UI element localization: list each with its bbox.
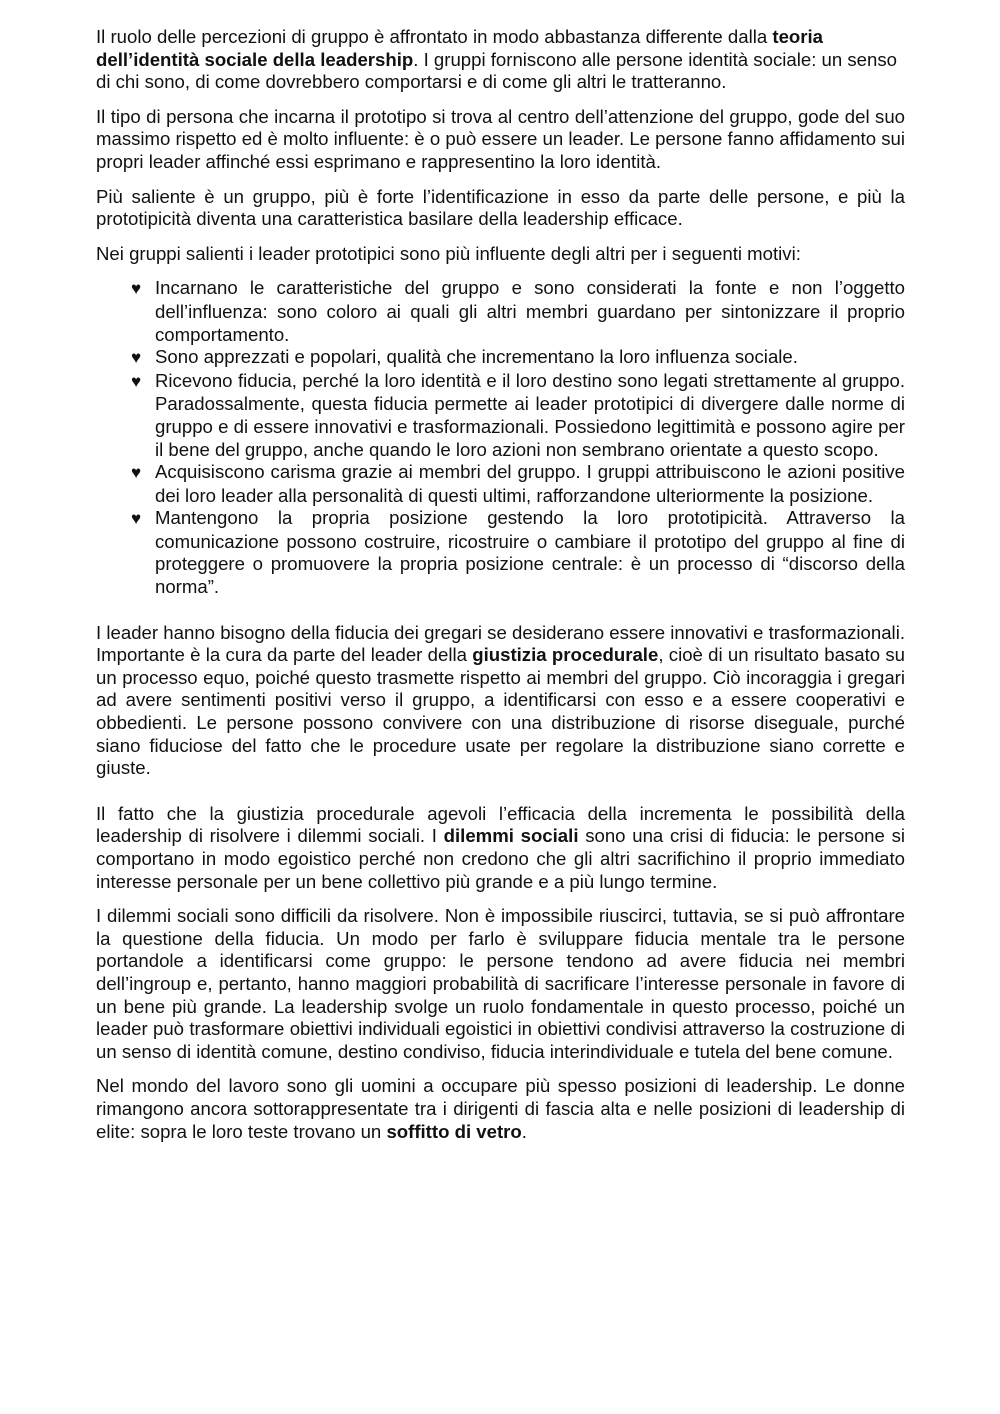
- paragraph-prototype: Il tipo di persona che incarna il prototipo si trova al centro dell’attenzione del gruppo, gode del suo massimo rispetto ed è molto influente: è o può essere un leader. Le persone fanno affidamento sui propri leader affinché essi esprimano e rappresentino la loro identità.: [96, 105, 905, 172]
- paragraph-text: .: [521, 1120, 527, 1142]
- paragraph-social-dilemmas: [96, 803, 905, 893]
- heart-bullet-icon: ♥: [131, 509, 142, 529]
- paragraph-salience: Più saliente è un gruppo, più è forte l’identificazione in esso da parte delle persone, e più la prototipicità diventa una caratteristica basilare della leadership efficace.: [96, 185, 905, 230]
- paragraph-text: sono una crisi di fiducia: le persone si comportano in modo egoistico perché non credono che gli altri sacrifichino il proprio immediato interesse personale per un bene collettivo più grande e a più lungo termine.: [96, 825, 905, 892]
- paragraph-text: Il fatto che la giustizia procedurale agevoli l’efficacia della incrementa le possibilità della leadership di risolvere i dilemmi sociali. I: [96, 802, 905, 847]
- list-item: [96, 346, 905, 370]
- list-item: [96, 277, 905, 346]
- heart-bullet-icon: ♥: [131, 279, 142, 299]
- paragraph-text: . I gruppi forniscono alle persone identità sociale: un senso di chi sono, di come dovrebbero comportarsi e di come gli altri le tratteranno.: [96, 48, 897, 93]
- list-item-text: Incarnano le caratteristiche del gruppo e sono considerati la fonte e non l’oggetto dell’influenza: sono coloro ai quali gli altri membri guardano per sintonizzare il proprio comportamento.: [155, 277, 905, 345]
- heart-bullet-icon: ♥: [131, 463, 142, 483]
- paragraph-procedural-justice: [96, 622, 905, 780]
- list-item: [96, 461, 905, 507]
- paragraph-trust: I dilemmi sociali sono difficili da risolvere. Non è impossibile riuscirci, tuttavia, se si può affrontare la questione della fiducia. Un modo per farlo è sviluppare fiducia mentale tra le persone portandole a identificarsi come gruppo: le persone tendono ad avere fiducia nei membri dell’ingroup e, pertanto, hanno maggiori probabilità di sacrificare l’interesse personale in favore di un bene più grande. La leadership svolge un ruolo fondamentale in questo processo, poiché un leader può trasformare obiettivi individuali egoistici in obiettivi condivisi attraverso la costruzione di un senso di identità comune, destino condiviso, fiducia interindividuale e tutela del bene comune.: [96, 905, 905, 1062]
- paragraph-reasons-intro: Nei gruppi salienti i leader prototipici sono più influente degli altri per i seguenti motivi:: [96, 242, 801, 264]
- bold-term: dilemmi sociali: [443, 825, 579, 847]
- paragraph-text: Il ruolo delle percezioni di gruppo è affrontato in modo abbastanza differente dalla: [96, 26, 773, 47]
- bold-term: soffitto di vetro: [386, 1120, 522, 1142]
- paragraph-text: Nel mondo del lavoro sono gli uomini a occupare più spesso posizioni di leadership. Le donne rimangono ancora sottorappresentate tra i dirigenti di fascia alta e nelle posizioni di leadership di elite: sopra le loro teste trovano un: [96, 1075, 905, 1142]
- list-item-text: Ricevono fiducia, perché la loro identità e il loro destino sono legati strettamente al gruppo. Paradossalmente, questa fiducia permette ai leader prototipici di divergere dalle norme di gruppo e di essere innovativi e trasformazionali. Possiedono legittimità e possono agire per il bene del gruppo, anche quando le loro azioni non sembrano orientate a questo scopo.: [155, 369, 905, 460]
- paragraph-glass-ceiling: [96, 1075, 905, 1143]
- list-item-text: Mantengono la propria posizione gestendo la loro prototipicità. Attraverso la comunicazione possono costruire, ricostruire o cambiare il prototipo del gruppo al fine di proteggere o promuovere la propria posizione centrale: è un processo di “discorso della norma”.: [155, 507, 905, 598]
- list-item-text: Acquisiscono carisma grazie ai membri del gruppo. I gruppi attribuiscono le azioni positive dei loro leader alla personalità di questi ultimi, rafforzandone ulteriormente la posizione.: [155, 461, 905, 506]
- list-item: [96, 370, 905, 461]
- bold-term: giustizia procedurale: [472, 644, 659, 666]
- list-item-text: Sono apprezzati e popolari, qualità che incrementano la loro influenza sociale.: [155, 346, 798, 368]
- paragraph-social-identity-theory: [96, 26, 905, 94]
- bold-term: teoria dell’identità sociale della leadership: [96, 26, 824, 70]
- heart-bullet-icon: ♥: [131, 371, 142, 391]
- paragraph-text: I leader hanno bisogno della fiducia dei gregari se desiderano essere innovativi e trasformazionali. Importante è la cura da parte del leader della: [96, 621, 905, 666]
- heart-bullet-icon: ♥: [131, 348, 142, 368]
- paragraph-text: , cioè di un risultato basato su un processo equo, poiché questo trasmette rispetto ai membri del gruppo. Ciò incoraggia i gregari ad avere sentimenti positivi verso il gruppo, a identificarsi con esso e a essere cooperativi e obbedienti. Le persone possono convivere con una distribuzione di risorse diseguale, purché siano fiduciose del fatto che le procedure usate per regolare la distribuzione siano corrette e giuste.: [96, 644, 905, 779]
- reasons-list: [96, 277, 905, 598]
- list-item: [96, 507, 905, 598]
